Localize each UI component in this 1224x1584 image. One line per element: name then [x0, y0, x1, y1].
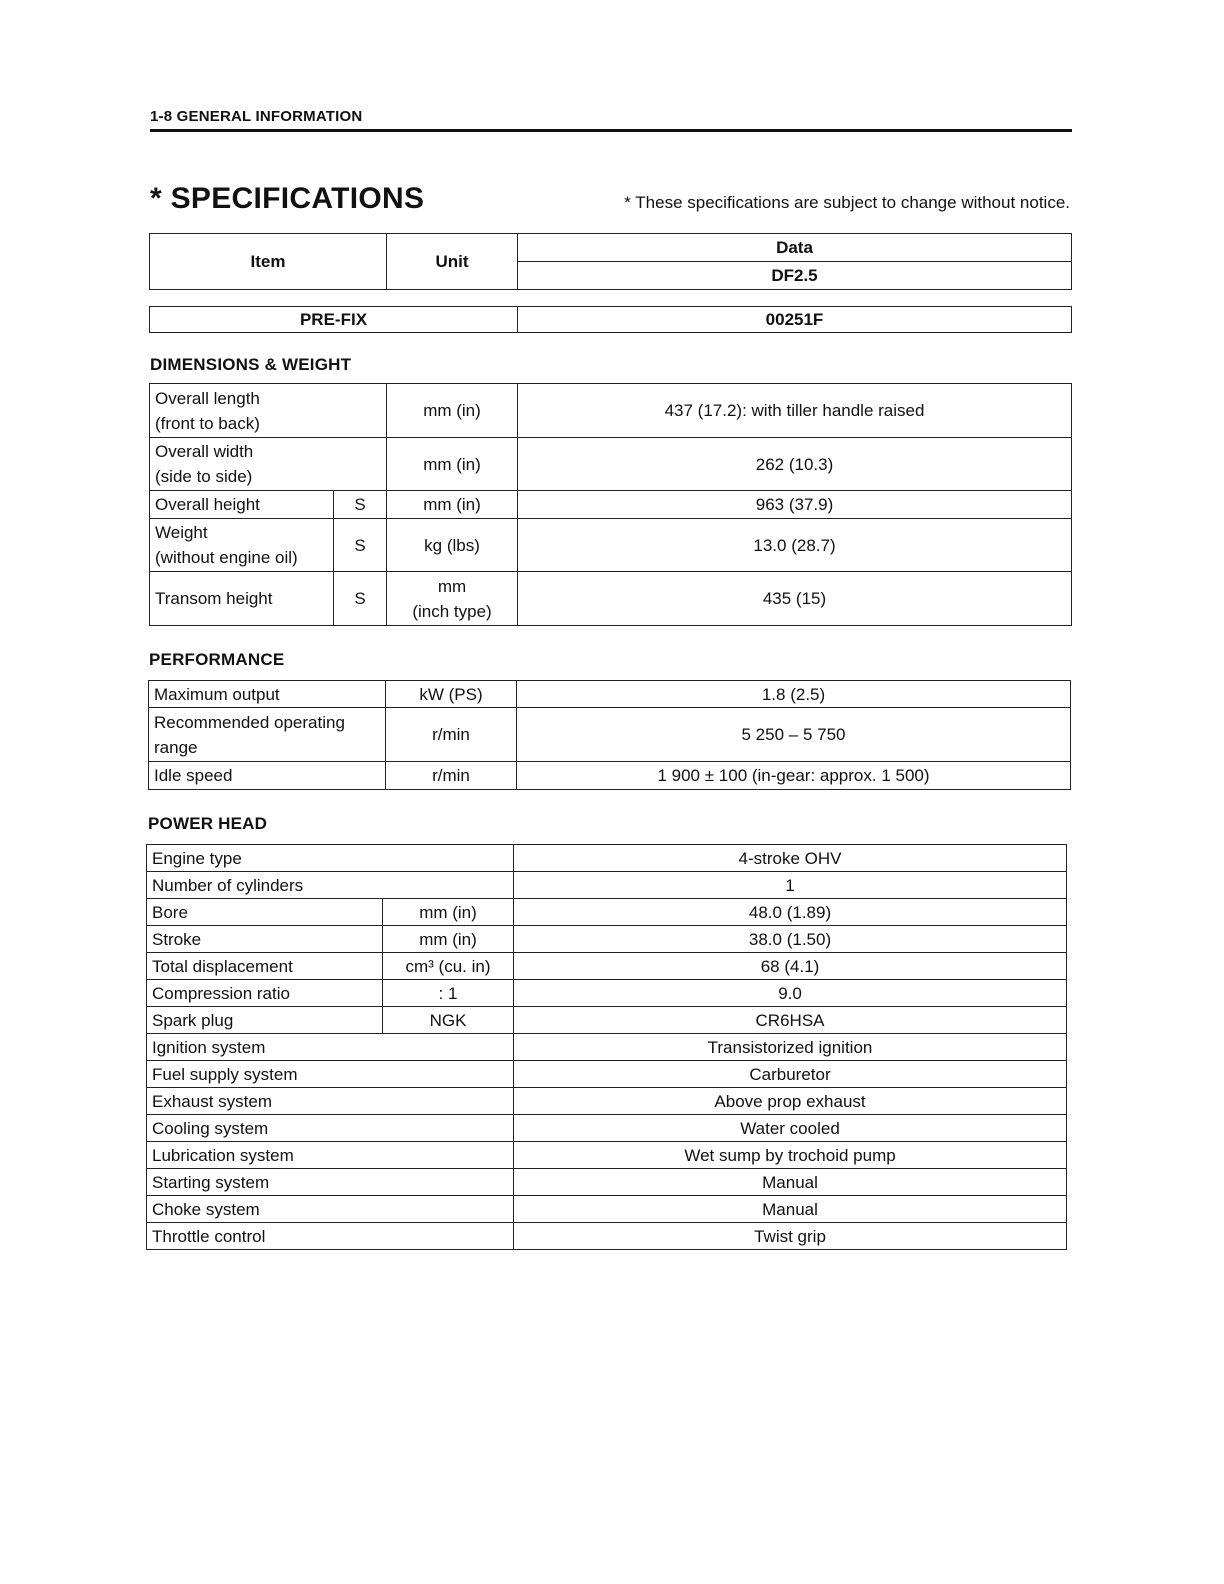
table-row: [147, 1223, 1067, 1250]
item-cell: Compression ratio: [147, 980, 383, 1007]
item-cell: Total displacement: [147, 953, 383, 980]
item-cell: Spark plug: [147, 1007, 383, 1034]
table-row: [147, 1088, 1067, 1115]
value-cell: 437 (17.2): with tiller handle raised: [518, 384, 1072, 438]
prefix-table: [149, 306, 1072, 333]
item-cell: Stroke: [147, 926, 383, 953]
value-cell: 48.0 (1.89): [514, 899, 1067, 926]
data-column-header: Data: [518, 234, 1072, 262]
value-cell: 68 (4.1): [514, 953, 1067, 980]
value-cell: 13.0 (28.7): [518, 519, 1072, 572]
value-cell: Above prop exhaust: [514, 1088, 1067, 1115]
value-cell: Wet sump by trochoid pump: [514, 1142, 1067, 1169]
header-rule: [150, 129, 1072, 132]
unit-cell: mm (in): [383, 926, 514, 953]
page-title: * SPECIFICATIONS: [150, 182, 425, 215]
unit-cell: mm (in): [387, 491, 518, 519]
value-cell: 9.0: [514, 980, 1067, 1007]
spec-mark-cell: S: [334, 572, 387, 626]
table-row: [150, 438, 1072, 491]
unit-cell: mm (in): [383, 899, 514, 926]
item-cell: Recommended operating range: [149, 708, 386, 762]
value-cell: 1 900 ± 100 (in-gear: approx. 1 500): [517, 762, 1071, 790]
item-cell: Overall height: [150, 491, 334, 519]
spec-mark-cell: S: [334, 491, 387, 519]
item-cell: Fuel supply system: [147, 1061, 514, 1088]
spec-note: * These specifications are subject to change without notice.: [624, 193, 1070, 212]
item-cell: Choke system: [147, 1196, 514, 1223]
section-label-dimensions: DIMENSIONS & WEIGHT: [150, 355, 352, 374]
item-cell: Ignition system: [147, 1034, 514, 1061]
value-cell: 38.0 (1.50): [514, 926, 1067, 953]
table-row: [147, 1034, 1067, 1061]
value-cell: Twist grip: [514, 1223, 1067, 1250]
table-row: [147, 926, 1067, 953]
performance-table: [148, 680, 1071, 790]
item-cell: Throttle control: [147, 1223, 514, 1250]
unit-cell: mm (in): [387, 438, 518, 491]
table-row: [150, 572, 1072, 626]
table-row: [147, 1061, 1067, 1088]
table-row: [147, 1007, 1067, 1034]
value-cell: Transistorized ignition: [514, 1034, 1067, 1061]
value-cell: Carburetor: [514, 1061, 1067, 1088]
value-cell: 1: [514, 872, 1067, 899]
value-cell: 963 (37.9): [518, 491, 1072, 519]
table-row: [147, 872, 1067, 899]
table-row: [147, 845, 1067, 872]
value-cell: 1.8 (2.5): [517, 681, 1071, 708]
spec-mark-cell: S: [334, 519, 387, 572]
table-row: [149, 762, 1071, 790]
item-cell: Cooling system: [147, 1115, 514, 1142]
value-cell: 262 (10.3): [518, 438, 1072, 491]
table-row: [147, 1169, 1067, 1196]
value-cell: Manual: [514, 1169, 1067, 1196]
table-row: [149, 681, 1071, 708]
page-header-text: 1-8 GENERAL INFORMATION: [150, 108, 363, 125]
table-row: [147, 899, 1067, 926]
table-row: [150, 491, 1072, 519]
item-cell: Idle speed: [149, 762, 386, 790]
section-label-power-head: POWER HEAD: [148, 814, 268, 833]
value-cell: Manual: [514, 1196, 1067, 1223]
model-column-header: DF2.5: [518, 262, 1072, 290]
title-row: [150, 182, 1070, 222]
table-row: [147, 1115, 1067, 1142]
value-cell: Water cooled: [514, 1115, 1067, 1142]
item-cell: Transom height: [150, 572, 334, 626]
value-cell: 4-stroke OHV: [514, 845, 1067, 872]
unit-column-header: Unit: [387, 234, 518, 290]
table-row: [147, 1196, 1067, 1223]
table-row: [147, 980, 1067, 1007]
page-header: [150, 108, 1072, 132]
item-cell: Engine type: [147, 845, 514, 872]
prefix-label: PRE-FIX: [150, 307, 518, 333]
unit-cell: r/min: [386, 708, 517, 762]
table-row: [147, 953, 1067, 980]
item-cell: Starting system: [147, 1169, 514, 1196]
dimensions-table: [149, 383, 1072, 626]
unit-cell: r/min: [386, 762, 517, 790]
power-head-table: [146, 844, 1067, 1250]
table-row: [147, 1142, 1067, 1169]
item-cell: Lubrication system: [147, 1142, 514, 1169]
unit-cell: cm³ (cu. in): [383, 953, 514, 980]
prefix-value: 00251F: [518, 307, 1072, 333]
item-cell: Maximum output: [149, 681, 386, 708]
item-cell: Weight (without engine oil): [150, 519, 334, 572]
item-cell: Bore: [147, 899, 383, 926]
value-cell: 435 (15): [518, 572, 1072, 626]
section-label-performance: PERFORMANCE: [149, 650, 285, 669]
unit-cell: kg (lbs): [387, 519, 518, 572]
unit-cell: NGK: [383, 1007, 514, 1034]
unit-cell: mm (in): [387, 384, 518, 438]
unit-cell: kW (PS): [386, 681, 517, 708]
value-cell: 5 250 – 5 750: [517, 708, 1071, 762]
value-cell: CR6HSA: [514, 1007, 1067, 1034]
unit-cell: mm (inch type): [387, 572, 518, 626]
unit-cell: : 1: [383, 980, 514, 1007]
item-cell: Number of cylinders: [147, 872, 514, 899]
table-row: [150, 384, 1072, 438]
item-cell: Overall length (front to back): [150, 384, 387, 438]
table-row: [149, 708, 1071, 762]
item-cell: Exhaust system: [147, 1088, 514, 1115]
column-header-table: [149, 233, 1072, 290]
item-column-header: Item: [150, 234, 387, 290]
table-row: [150, 519, 1072, 572]
item-cell: Overall width (side to side): [150, 438, 387, 491]
